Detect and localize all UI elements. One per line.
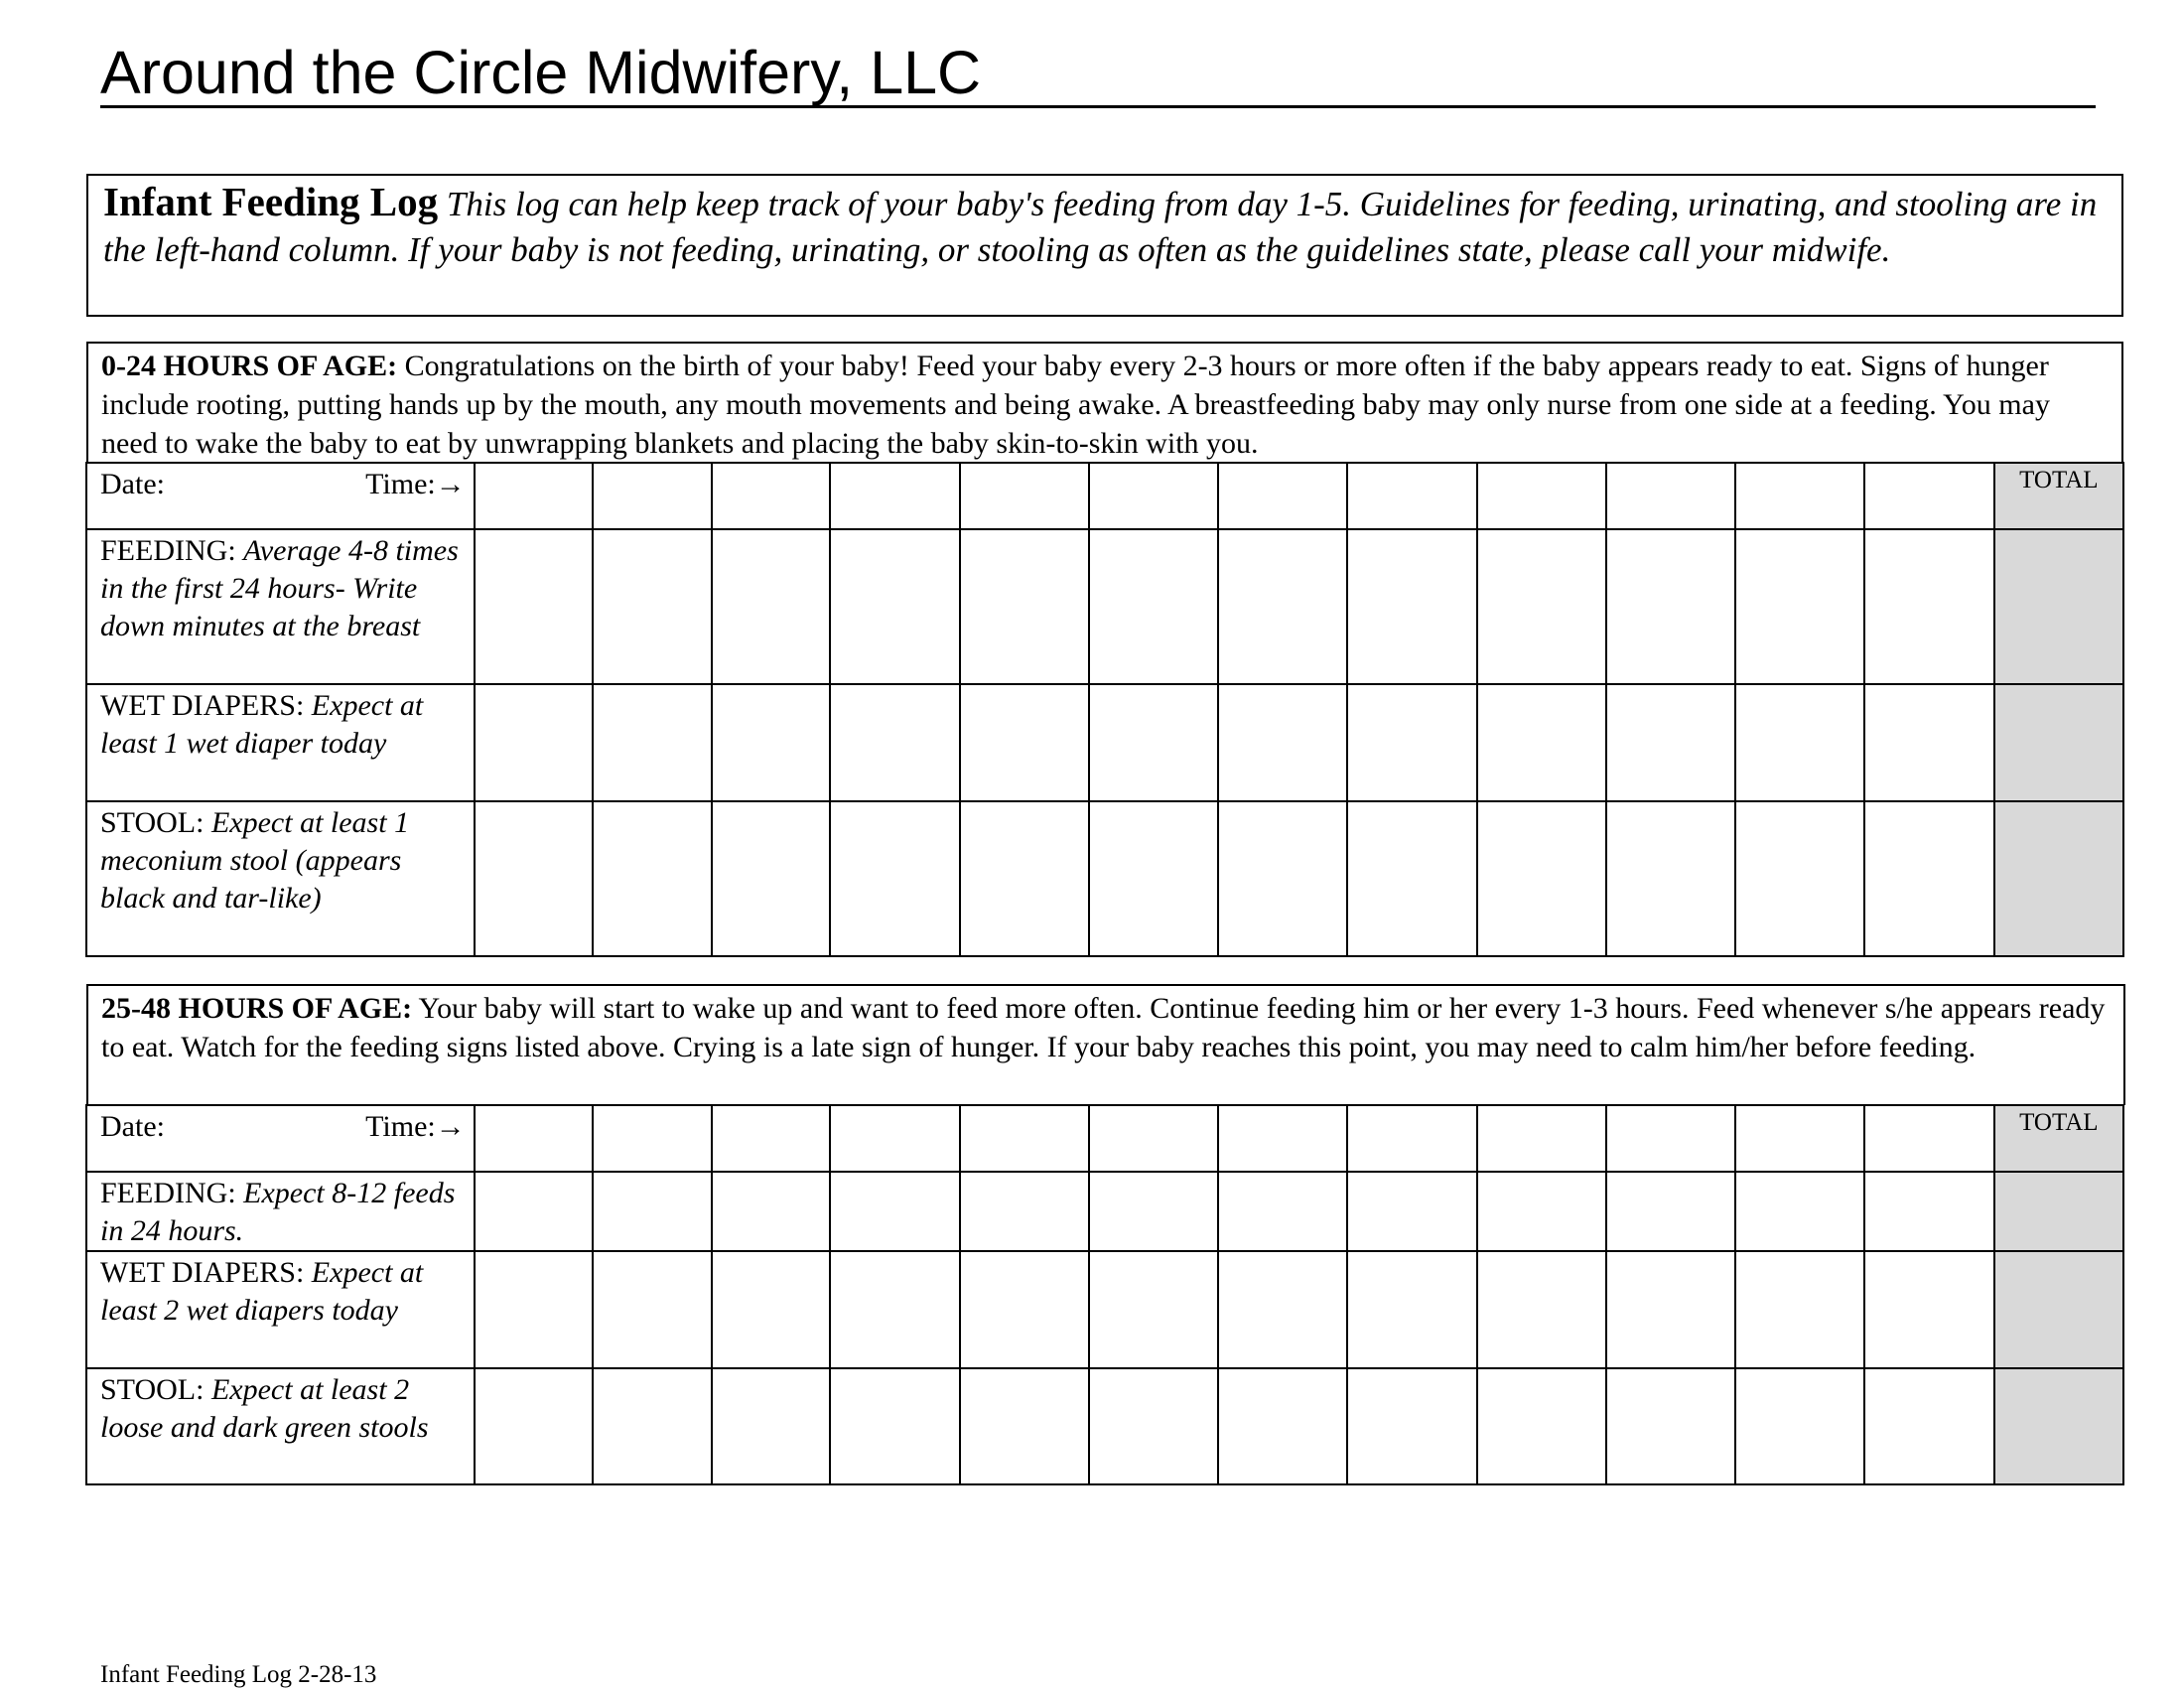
entry-cell[interactable] xyxy=(1606,1368,1735,1484)
entry-cell[interactable] xyxy=(1347,801,1476,956)
entry-cell[interactable] xyxy=(830,529,959,684)
log-title: Infant Feeding Log xyxy=(103,179,439,224)
wet-diapers-guideline: Expect at least 1 wet diaper today xyxy=(100,689,424,760)
date-time-cell xyxy=(86,1105,475,1172)
stool-row xyxy=(86,1368,2123,1484)
entry-cell[interactable] xyxy=(475,1172,594,1251)
entry-cell[interactable] xyxy=(1735,1368,1864,1484)
entry-cell[interactable] xyxy=(1218,1251,1347,1368)
entry-cell[interactable] xyxy=(475,801,594,956)
time-label: Time:→ xyxy=(365,1110,466,1143)
time-entry-cell[interactable] xyxy=(593,1105,712,1172)
entry-cell[interactable] xyxy=(593,1251,712,1368)
entry-cell[interactable] xyxy=(475,529,594,684)
time-entry-cell[interactable] xyxy=(1218,1105,1347,1172)
feeding-guideline: Average 4-8 times in the first 24 hours- Write down minutes at the breast xyxy=(100,534,459,642)
time-entry-cell[interactable] xyxy=(712,1105,831,1172)
entry-cell[interactable] xyxy=(1606,1172,1735,1251)
wet-diapers-label: WET DIAPERS: xyxy=(100,1256,305,1289)
intro-box xyxy=(86,174,2123,317)
date-label: Date: xyxy=(100,1110,165,1143)
entry-cell[interactable] xyxy=(1089,684,1218,801)
time-entry-cell[interactable] xyxy=(1218,463,1347,529)
section-25-48-text: Your baby will start to wake up and want to feed more often. Continue feeding him or her every 1-3 hours. Feed whenever s/he appears ready to eat. Watch for the feeding signs listed above. Crying is a late sign of hunger. If your baby reaches this point, you may need to calm him/her before feeding. xyxy=(101,992,2106,1063)
time-entry-cell[interactable] xyxy=(1089,463,1218,529)
time-entry-cell[interactable] xyxy=(830,463,959,529)
entry-cell[interactable] xyxy=(712,1368,831,1484)
total-cell[interactable] xyxy=(1994,1368,2123,1484)
total-cell[interactable] xyxy=(1994,1172,2123,1251)
entry-cell[interactable] xyxy=(593,684,712,801)
entry-cell[interactable] xyxy=(712,1172,831,1251)
time-entry-cell[interactable] xyxy=(1864,463,1993,529)
entry-cell[interactable] xyxy=(1347,1251,1476,1368)
entry-cell[interactable] xyxy=(960,801,1089,956)
entry-cell[interactable] xyxy=(712,684,831,801)
entry-cell[interactable] xyxy=(1347,1172,1476,1251)
wet-diapers-label-cell xyxy=(86,684,475,801)
date-time-cell xyxy=(86,463,475,529)
time-entry-cell[interactable] xyxy=(712,463,831,529)
entry-cell[interactable] xyxy=(1606,1251,1735,1368)
entry-cell[interactable] xyxy=(1864,1368,1993,1484)
entry-cell[interactable] xyxy=(1218,684,1347,801)
entry-cell[interactable] xyxy=(1089,529,1218,684)
feeding-label: FEEDING: xyxy=(100,534,236,567)
entry-cell[interactable] xyxy=(1735,1172,1864,1251)
stool-guideline: Expect at least 1 meconium stool (appears black and tar-like) xyxy=(100,806,410,915)
stool-label-cell xyxy=(86,801,475,956)
entry-cell[interactable] xyxy=(475,1368,594,1484)
entry-cell[interactable] xyxy=(475,1251,594,1368)
entry-cell[interactable] xyxy=(1864,529,1993,684)
wet-diapers-label: WET DIAPERS: xyxy=(100,689,305,722)
total-cell[interactable] xyxy=(1994,684,2123,801)
entry-cell[interactable] xyxy=(830,1368,959,1484)
time-entry-cell[interactable] xyxy=(1606,463,1735,529)
total-cell[interactable] xyxy=(1994,801,2123,956)
entry-cell[interactable] xyxy=(1735,684,1864,801)
entry-cell[interactable] xyxy=(1218,1172,1347,1251)
entry-cell[interactable] xyxy=(1089,1251,1218,1368)
feeding-label-cell xyxy=(86,1172,475,1251)
feeding-row xyxy=(86,1172,2123,1251)
entry-cell[interactable] xyxy=(712,529,831,684)
entry-cell[interactable] xyxy=(960,1251,1089,1368)
entry-cell[interactable] xyxy=(1735,801,1864,956)
entry-cell[interactable] xyxy=(1089,801,1218,956)
entry-cell[interactable] xyxy=(1735,529,1864,684)
time-entry-cell[interactable] xyxy=(1477,463,1606,529)
section-0-24-text: Congratulations on the birth of your baby! Feed your baby every 2-3 hours or more often if the baby appears ready to eat. Signs of hunger include rooting, putting hands up by the mouth, any mouth movements and being awake. A breastfeeding baby may only nurse from one side at a feeding. You may need to wake the baby to eat by unwrapping blankets and placing the baby skin-to-skin with you. xyxy=(101,350,2050,460)
entry-cell[interactable] xyxy=(1347,1368,1476,1484)
time-row xyxy=(86,463,2123,529)
entry-cell[interactable] xyxy=(475,684,594,801)
entry-cell[interactable] xyxy=(1735,1251,1864,1368)
time-row xyxy=(86,1105,2123,1172)
time-label: Time:→ xyxy=(365,468,466,500)
feeding-row xyxy=(86,529,2123,684)
entry-cell[interactable] xyxy=(1864,684,1993,801)
wet-diapers-row xyxy=(86,684,2123,801)
stool-label: STOOL: xyxy=(100,806,205,839)
time-entry-cell[interactable] xyxy=(1477,1105,1606,1172)
entry-cell[interactable] xyxy=(830,1251,959,1368)
stool-label-cell xyxy=(86,1368,475,1484)
total-cell[interactable] xyxy=(1994,1251,2123,1368)
section-0-24-heading: 0-24 HOURS OF AGE: xyxy=(101,350,398,382)
time-entry-cell[interactable] xyxy=(1606,1105,1735,1172)
entry-cell[interactable] xyxy=(1347,529,1476,684)
time-entry-cell[interactable] xyxy=(830,1105,959,1172)
entry-cell[interactable] xyxy=(1606,684,1735,801)
section-25-48-heading: 25-48 HOURS OF AGE: xyxy=(101,992,413,1025)
entry-cell[interactable] xyxy=(1864,1251,1993,1368)
feeding-guideline: Expect 8-12 feeds in 24 hours. xyxy=(100,1177,456,1247)
wet-diapers-guideline: Expect at least 2 wet diapers today xyxy=(100,1256,424,1327)
time-entry-cell[interactable] xyxy=(475,1105,594,1172)
entry-cell[interactable] xyxy=(1477,801,1606,956)
feeding-label-cell xyxy=(86,529,475,684)
entry-cell[interactable] xyxy=(1864,801,1993,956)
feeding-label: FEEDING: xyxy=(100,1177,236,1209)
entry-cell[interactable] xyxy=(830,1172,959,1251)
entry-cell[interactable] xyxy=(1218,1368,1347,1484)
entry-cell[interactable] xyxy=(1864,1172,1993,1251)
company-name: Around the Circle Midwifery, LLC xyxy=(100,40,2096,108)
entry-cell[interactable] xyxy=(1218,529,1347,684)
section-0-24-description xyxy=(86,342,2123,463)
total-header: TOTAL xyxy=(1994,463,2123,529)
stool-label: STOOL: xyxy=(100,1373,205,1406)
entry-cell[interactable] xyxy=(712,1251,831,1368)
section-25-48-table xyxy=(85,1104,2124,1485)
entry-cell[interactable] xyxy=(712,801,831,956)
time-entry-cell[interactable] xyxy=(960,1105,1089,1172)
total-cell[interactable] xyxy=(1994,529,2123,684)
entry-cell[interactable] xyxy=(593,1172,712,1251)
entry-cell[interactable] xyxy=(1477,529,1606,684)
entry-cell[interactable] xyxy=(960,529,1089,684)
time-entry-cell[interactable] xyxy=(1347,1105,1476,1172)
entry-cell[interactable] xyxy=(830,801,959,956)
entry-cell[interactable] xyxy=(593,1368,712,1484)
entry-cell[interactable] xyxy=(1089,1368,1218,1484)
entry-cell[interactable] xyxy=(960,1172,1089,1251)
entry-cell[interactable] xyxy=(1089,1172,1218,1251)
entry-cell[interactable] xyxy=(1218,801,1347,956)
time-entry-cell[interactable] xyxy=(593,463,712,529)
section-25-48-description xyxy=(86,984,2125,1105)
date-label: Date: xyxy=(100,468,165,500)
entry-cell[interactable] xyxy=(960,684,1089,801)
wet-diapers-label-cell xyxy=(86,1251,475,1368)
entry-cell[interactable] xyxy=(1606,529,1735,684)
footer-text: Infant Feeding Log 2-28-13 xyxy=(100,1661,377,1688)
entry-cell[interactable] xyxy=(960,1368,1089,1484)
entry-cell[interactable] xyxy=(1477,684,1606,801)
time-entry-cell[interactable] xyxy=(1347,463,1476,529)
entry-cell[interactable] xyxy=(1606,801,1735,956)
time-entry-cell[interactable] xyxy=(960,463,1089,529)
entry-cell[interactable] xyxy=(1477,1368,1606,1484)
wet-diapers-row xyxy=(86,1251,2123,1368)
entry-cell[interactable] xyxy=(830,684,959,801)
time-entry-cell[interactable] xyxy=(1089,1105,1218,1172)
stool-guideline: Expect at least 2 loose and dark green stools xyxy=(100,1373,429,1444)
time-entry-cell[interactable] xyxy=(1735,1105,1864,1172)
time-entry-cell[interactable] xyxy=(1735,463,1864,529)
entry-cell[interactable] xyxy=(1477,1251,1606,1368)
total-header: TOTAL xyxy=(1994,1105,2123,1172)
section-0-24-table xyxy=(85,462,2124,957)
time-entry-cell[interactable] xyxy=(1864,1105,1993,1172)
stool-row xyxy=(86,801,2123,956)
entry-cell[interactable] xyxy=(1477,1172,1606,1251)
log-description: This log can help keep track of your baby's feeding from day 1-5. Guidelines for feeding, urinating, and stooling are in the left-hand column. If your baby is not feeding, urinating, or stooling as often as the guidelines state, please call your midwife. xyxy=(103,185,2098,269)
entry-cell[interactable] xyxy=(593,801,712,956)
time-entry-cell[interactable] xyxy=(475,463,594,529)
entry-cell[interactable] xyxy=(1347,684,1476,801)
entry-cell[interactable] xyxy=(593,529,712,684)
